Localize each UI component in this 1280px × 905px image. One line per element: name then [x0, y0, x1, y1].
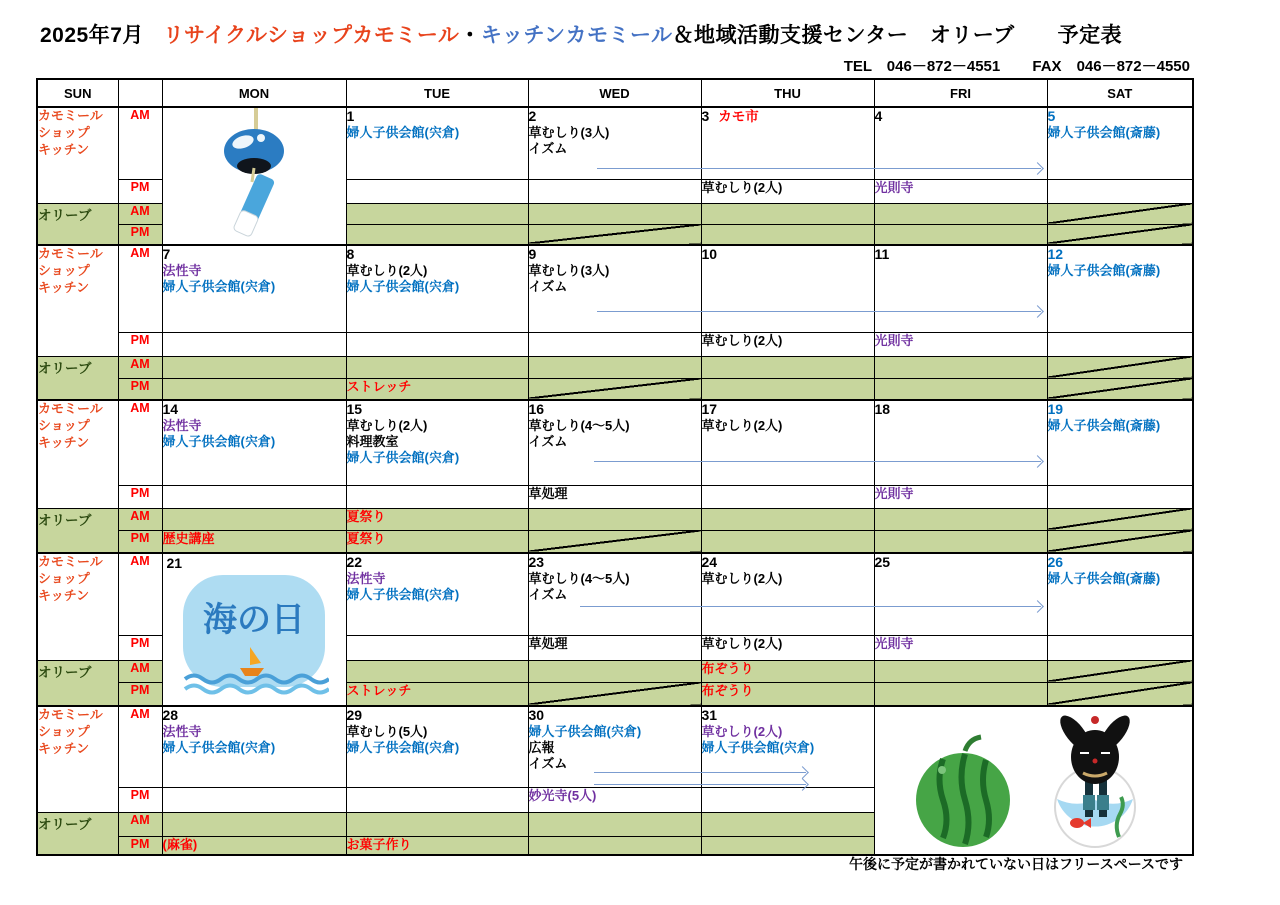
- olive-pm-cell: [346, 530, 528, 553]
- am-label: AM: [118, 107, 162, 179]
- day-am-cell: [528, 400, 701, 485]
- day-am-cell: [874, 400, 1047, 485]
- olive-pm-cell: [701, 378, 874, 400]
- calendar-table: [36, 78, 1194, 856]
- day-number: 26: [1047, 554, 1064, 570]
- olive-pm-cell: [346, 224, 528, 245]
- day-pm-cell: [346, 635, 528, 660]
- event-label: 法性寺: [346, 570, 386, 586]
- day-number: 12: [1047, 246, 1064, 262]
- am-label: AM: [118, 400, 162, 485]
- event-label: 光則寺: [874, 332, 914, 348]
- event-label: 草むしり(2人): [701, 332, 783, 348]
- event-label: 草処理: [528, 635, 568, 651]
- day-am-cell: [1047, 107, 1193, 179]
- day-pm-cell: [701, 635, 874, 660]
- svg-text:海の日: 海の日: [203, 600, 305, 639]
- day-am-cell: [528, 107, 701, 179]
- olive-am-cell: [162, 508, 346, 530]
- day-am-cell: [346, 400, 528, 485]
- event-label: 婦人子供会館(宍倉): [346, 449, 460, 465]
- day-number: 7: [162, 246, 171, 262]
- day-pm-cell: [701, 787, 874, 812]
- day-pm-cell: [162, 485, 346, 508]
- event-label: 婦人子供会館(宍倉): [346, 278, 460, 294]
- day-pm-cell: [528, 485, 701, 508]
- day-pm-cell: [874, 332, 1047, 356]
- olive-am-cell: [701, 356, 874, 378]
- olive-am-row: [37, 356, 1193, 378]
- olive-am-cell: [1047, 203, 1193, 224]
- event-label: 婦人子供会館(宍倉): [346, 124, 460, 140]
- day-number: 30: [528, 707, 545, 723]
- week-am-row: [37, 553, 1193, 635]
- row-label-kamomiru-shop-kitchen: カモミール ショップ キッチン: [37, 400, 118, 508]
- day-am-cell: [1047, 400, 1193, 485]
- olive-pm-cell: [874, 682, 1047, 706]
- day-am-cell: [346, 245, 528, 332]
- day-number: 21: [166, 555, 183, 571]
- event-label: 法性寺: [162, 723, 202, 739]
- pm-label: PM: [118, 332, 162, 356]
- event-label: 法性寺: [162, 262, 202, 278]
- am-label: AM: [118, 706, 162, 787]
- day-pm-cell: [874, 179, 1047, 203]
- olive-am-cell: [528, 356, 701, 378]
- olive-pm-cell: [528, 682, 701, 706]
- event-label: 光則寺: [874, 485, 914, 501]
- wind-chime-illustration: [198, 108, 310, 238]
- day-number: 19: [1047, 401, 1064, 417]
- event-label: 婦人子供会館(宍倉): [162, 433, 276, 449]
- olive-pm-cell: [346, 378, 528, 400]
- pm-label: PM: [118, 836, 162, 855]
- header-fri: FRI: [874, 79, 1047, 107]
- olive-pm-row: [37, 530, 1193, 553]
- day-am-cell: [874, 553, 1047, 635]
- day-pm-cell: [1047, 179, 1193, 203]
- event-label: イズム: [528, 278, 568, 294]
- header-tue: TUE: [346, 79, 528, 107]
- olive-am-cell: [346, 508, 528, 530]
- header-wed: WED: [528, 79, 701, 107]
- day-pm-cell: [1047, 332, 1193, 356]
- event-label: 布ぞうり: [701, 682, 754, 698]
- olive-am-cell: [162, 812, 346, 836]
- olive-pm-cell: [874, 530, 1047, 553]
- week-pm-row: [37, 485, 1193, 508]
- header-thu: THU: [701, 79, 874, 107]
- event-label: 妙光寺(5人): [528, 787, 597, 803]
- event-label: 草むしり(3人): [528, 124, 610, 140]
- day-number: 8: [346, 246, 355, 262]
- row-label-olive: オリーブ: [37, 660, 118, 706]
- olive-pm-cell: [701, 836, 874, 855]
- event-label: イズム: [528, 140, 568, 156]
- event-label: 草むしり(2人): [701, 417, 783, 433]
- event-label: 草むしり(3人): [528, 262, 610, 278]
- day-number: 17: [701, 401, 718, 417]
- day-number: 24: [701, 554, 718, 570]
- olive-pm-cell: [1047, 682, 1193, 706]
- event-label: 光則寺: [874, 635, 914, 651]
- title-month: 2025年7月: [40, 24, 144, 47]
- event-label: イズム: [528, 755, 568, 771]
- day-number: 10: [701, 246, 718, 262]
- event-label: (麻雀): [162, 836, 198, 852]
- olive-am-cell: [1047, 660, 1193, 682]
- pm-label: PM: [118, 682, 162, 706]
- day-pm-cell: [528, 635, 701, 660]
- week-pm-row: [37, 332, 1193, 356]
- day-pm-cell: [346, 332, 528, 356]
- event-label: 草むしり(2人): [701, 635, 783, 651]
- day-pm-cell: [162, 787, 346, 812]
- am-label: AM: [118, 508, 162, 530]
- day-number: 31: [701, 707, 718, 723]
- event-label: ストレッチ: [346, 682, 412, 698]
- day-am-cell: [701, 706, 874, 787]
- pm-label: PM: [118, 485, 162, 508]
- olive-am-cell: [701, 508, 874, 530]
- olive-am-cell: [162, 356, 346, 378]
- day-pm-cell: [528, 179, 701, 203]
- title-rest: ＆地域活動支援センター オリーブ 予定表: [672, 24, 1123, 47]
- day-number: 29: [346, 707, 363, 723]
- olive-am-cell: [528, 660, 701, 682]
- event-label: 夏祭り: [346, 530, 386, 546]
- event-label: 法性寺: [162, 417, 202, 433]
- olive-am-cell: [701, 660, 874, 682]
- event-label: 婦人子供会館(宍倉): [162, 278, 276, 294]
- week-am-row: [37, 107, 1193, 179]
- event-label: 婦人子供会館(斎藤): [1047, 417, 1161, 433]
- day-pm-cell: [1047, 635, 1193, 660]
- watermelon-rabbit-fishbowl-illustration: [883, 707, 1183, 849]
- event-label: イズム: [528, 433, 568, 449]
- marine-day-illustration-cell: [162, 553, 346, 706]
- olive-am-cell: [528, 812, 701, 836]
- header-ampm-spacer: [118, 79, 162, 107]
- event-label: 婦人子供会館(宍倉): [162, 739, 276, 755]
- event-label: ストレッチ: [346, 378, 412, 394]
- event-label: 婦人子供会館(宍倉): [701, 739, 815, 755]
- title-shop-name: リサイクルショップカモミール: [162, 24, 460, 47]
- day-number: 11: [874, 246, 890, 262]
- marine-day-illustration: [179, 573, 329, 699]
- footer-note: 午後に予定が書かれていない日はフリースペースです: [848, 856, 1183, 872]
- day-am-cell: [1047, 553, 1193, 635]
- day-number: 22: [346, 554, 363, 570]
- event-label: 草むしり(2人): [346, 417, 428, 433]
- day-number: 15: [346, 401, 363, 417]
- day-am-cell: [874, 245, 1047, 332]
- contact-line: [844, 55, 1190, 76]
- day-am-cell: [346, 553, 528, 635]
- pm-label: PM: [118, 378, 162, 400]
- row-label-olive: オリーブ: [37, 356, 118, 400]
- pm-label: PM: [118, 179, 162, 203]
- day-number: 16: [528, 401, 545, 417]
- row-label-kamomiru-shop-kitchen: カモミール ショップ キッチン: [37, 245, 118, 356]
- olive-pm-cell: [1047, 224, 1193, 245]
- day-number: 25: [874, 554, 891, 570]
- title-kitchen-name: キッチンカモミール: [480, 24, 673, 47]
- day-pm-cell: [874, 635, 1047, 660]
- olive-pm-cell: [528, 224, 701, 245]
- day-number: 4: [874, 108, 883, 124]
- am-label: AM: [118, 660, 162, 682]
- olive-pm-cell: [528, 378, 701, 400]
- day-am-cell: [528, 706, 701, 787]
- week-am-row: [37, 245, 1193, 332]
- day-pm-cell: [874, 485, 1047, 508]
- olive-pm-cell: [1047, 378, 1193, 400]
- day-am-cell: [346, 706, 528, 787]
- event-label: 草むしり(2人): [346, 262, 428, 278]
- day-am-cell: [701, 400, 874, 485]
- event-label: 婦人子供会館(斎藤): [1047, 570, 1161, 586]
- olive-am-cell: [1047, 356, 1193, 378]
- olive-am-cell: [874, 203, 1047, 224]
- day-number: 1: [346, 108, 355, 124]
- event-label: 婦人子供会館(斎藤): [1047, 262, 1161, 278]
- day-pm-cell: [701, 485, 874, 508]
- olive-pm-row: [37, 378, 1193, 400]
- day-am-cell: [162, 400, 346, 485]
- row-label-olive: オリーブ: [37, 203, 118, 245]
- olive-pm-cell: [701, 530, 874, 553]
- day-pm-cell: [1047, 485, 1193, 508]
- olive-am-cell: [874, 660, 1047, 682]
- row-label-kamomiru-shop-kitchen: カモミール ショップ キッチン: [37, 107, 118, 203]
- day-number: 23: [528, 554, 545, 570]
- day-am-cell: [162, 706, 346, 787]
- day-am-cell: [346, 107, 528, 179]
- day-am-cell: [701, 245, 874, 332]
- pm-label: PM: [118, 530, 162, 553]
- olive-am-cell: [701, 812, 874, 836]
- day-number: 5: [1047, 108, 1056, 124]
- pm-label: PM: [118, 635, 162, 660]
- am-label: AM: [118, 553, 162, 635]
- header-mon: MON: [162, 79, 346, 107]
- olive-am-cell: [528, 508, 701, 530]
- am-label: AM: [118, 245, 162, 332]
- event-label: イズム: [528, 586, 568, 602]
- day-pm-cell: [701, 332, 874, 356]
- week-am-row: [37, 706, 1193, 787]
- day-number: 14: [162, 401, 179, 417]
- day-am-cell: [528, 553, 701, 635]
- header-row: [37, 79, 1193, 107]
- event-label: 光則寺: [874, 179, 914, 195]
- am-label: AM: [118, 203, 162, 224]
- pm-label: PM: [118, 224, 162, 245]
- event-label: 布ぞうり: [701, 660, 754, 676]
- contact-tel: TEL 046－872－4551: [843, 58, 1001, 75]
- wind-chime-illustration-cell: [162, 107, 346, 245]
- event-label: 婦人子供会館(宍倉): [346, 586, 460, 602]
- row-label-olive: オリーブ: [37, 508, 118, 553]
- event-label: 婦人子供会館(宍倉): [346, 739, 460, 755]
- event-label: 草処理: [528, 485, 568, 501]
- olive-am-cell: [346, 812, 528, 836]
- title-separator: ・: [459, 24, 481, 47]
- page-title: [40, 19, 1122, 49]
- contact-fax: FAX 046－872－4550: [1032, 58, 1190, 75]
- row-label-kamomiru-shop-kitchen: カモミール ショップ キッチン: [37, 553, 118, 660]
- day-badge: カモ市: [718, 109, 759, 124]
- watermelon-rabbit-fishbowl-illustration-cell: [874, 706, 1193, 855]
- olive-pm-cell: [528, 836, 701, 855]
- day-pm-cell: [162, 332, 346, 356]
- day-pm-cell: [528, 787, 701, 812]
- event-label: 草むしり(2人): [701, 570, 783, 586]
- olive-pm-cell: [528, 530, 701, 553]
- header-sat: SAT: [1047, 79, 1193, 107]
- olive-pm-cell: [701, 682, 874, 706]
- olive-am-cell: [346, 356, 528, 378]
- olive-pm-cell: [874, 378, 1047, 400]
- event-label: 草むしり(4～5人): [528, 570, 630, 586]
- day-number: 3 カモ市: [701, 108, 759, 124]
- event-label: 草むしり(2人): [701, 723, 783, 739]
- olive-pm-cell: [346, 836, 528, 855]
- day-am-cell: [701, 107, 874, 179]
- event-label: 歴史講座: [162, 530, 215, 546]
- day-am-cell: [528, 245, 701, 332]
- day-number: 9: [528, 246, 537, 262]
- event-label: 草むしり(5人): [346, 723, 428, 739]
- event-label: 婦人子供会館(宍倉): [528, 723, 642, 739]
- olive-pm-cell: [1047, 530, 1193, 553]
- event-label: 料理教室: [346, 433, 399, 449]
- day-pm-cell: [346, 485, 528, 508]
- olive-pm-cell: [162, 378, 346, 400]
- olive-am-cell: [346, 660, 528, 682]
- row-label-olive: オリーブ: [37, 812, 118, 855]
- day-am-cell: [701, 553, 874, 635]
- day-am-cell: [1047, 245, 1193, 332]
- olive-pm-cell: [162, 530, 346, 553]
- olive-am-cell: [528, 203, 701, 224]
- day-number: 28: [162, 707, 179, 723]
- am-label: AM: [118, 356, 162, 378]
- olive-am-cell: [874, 508, 1047, 530]
- day-pm-cell: [528, 332, 701, 356]
- olive-am-cell: [701, 203, 874, 224]
- day-pm-cell: [346, 179, 528, 203]
- day-pm-cell: [346, 787, 528, 812]
- olive-am-cell: [346, 203, 528, 224]
- pm-label: PM: [118, 787, 162, 812]
- day-am-cell: [874, 107, 1047, 179]
- row-label-kamomiru-shop-kitchen: カモミール ショップ キッチン: [37, 706, 118, 812]
- event-label: 婦人子供会館(斎藤): [1047, 124, 1161, 140]
- olive-pm-cell: [874, 224, 1047, 245]
- am-label: AM: [118, 812, 162, 836]
- header-sun: SUN: [37, 79, 118, 107]
- event-label: 草むしり(4～5人): [528, 417, 630, 433]
- event-label: 草むしり(2人): [701, 179, 783, 195]
- event-label: お菓子作り: [346, 836, 412, 852]
- olive-pm-cell: [346, 682, 528, 706]
- olive-am-cell: [874, 356, 1047, 378]
- day-pm-cell: [701, 179, 874, 203]
- olive-pm-cell: [162, 836, 346, 855]
- day-am-cell: [162, 245, 346, 332]
- olive-pm-cell: [701, 224, 874, 245]
- day-number: 18: [874, 401, 891, 417]
- event-label: 夏祭り: [346, 508, 386, 524]
- olive-am-cell: [1047, 508, 1193, 530]
- week-am-row: [37, 400, 1193, 485]
- olive-am-row: [37, 508, 1193, 530]
- day-number: 2: [528, 108, 537, 124]
- event-label: 広報: [528, 739, 555, 755]
